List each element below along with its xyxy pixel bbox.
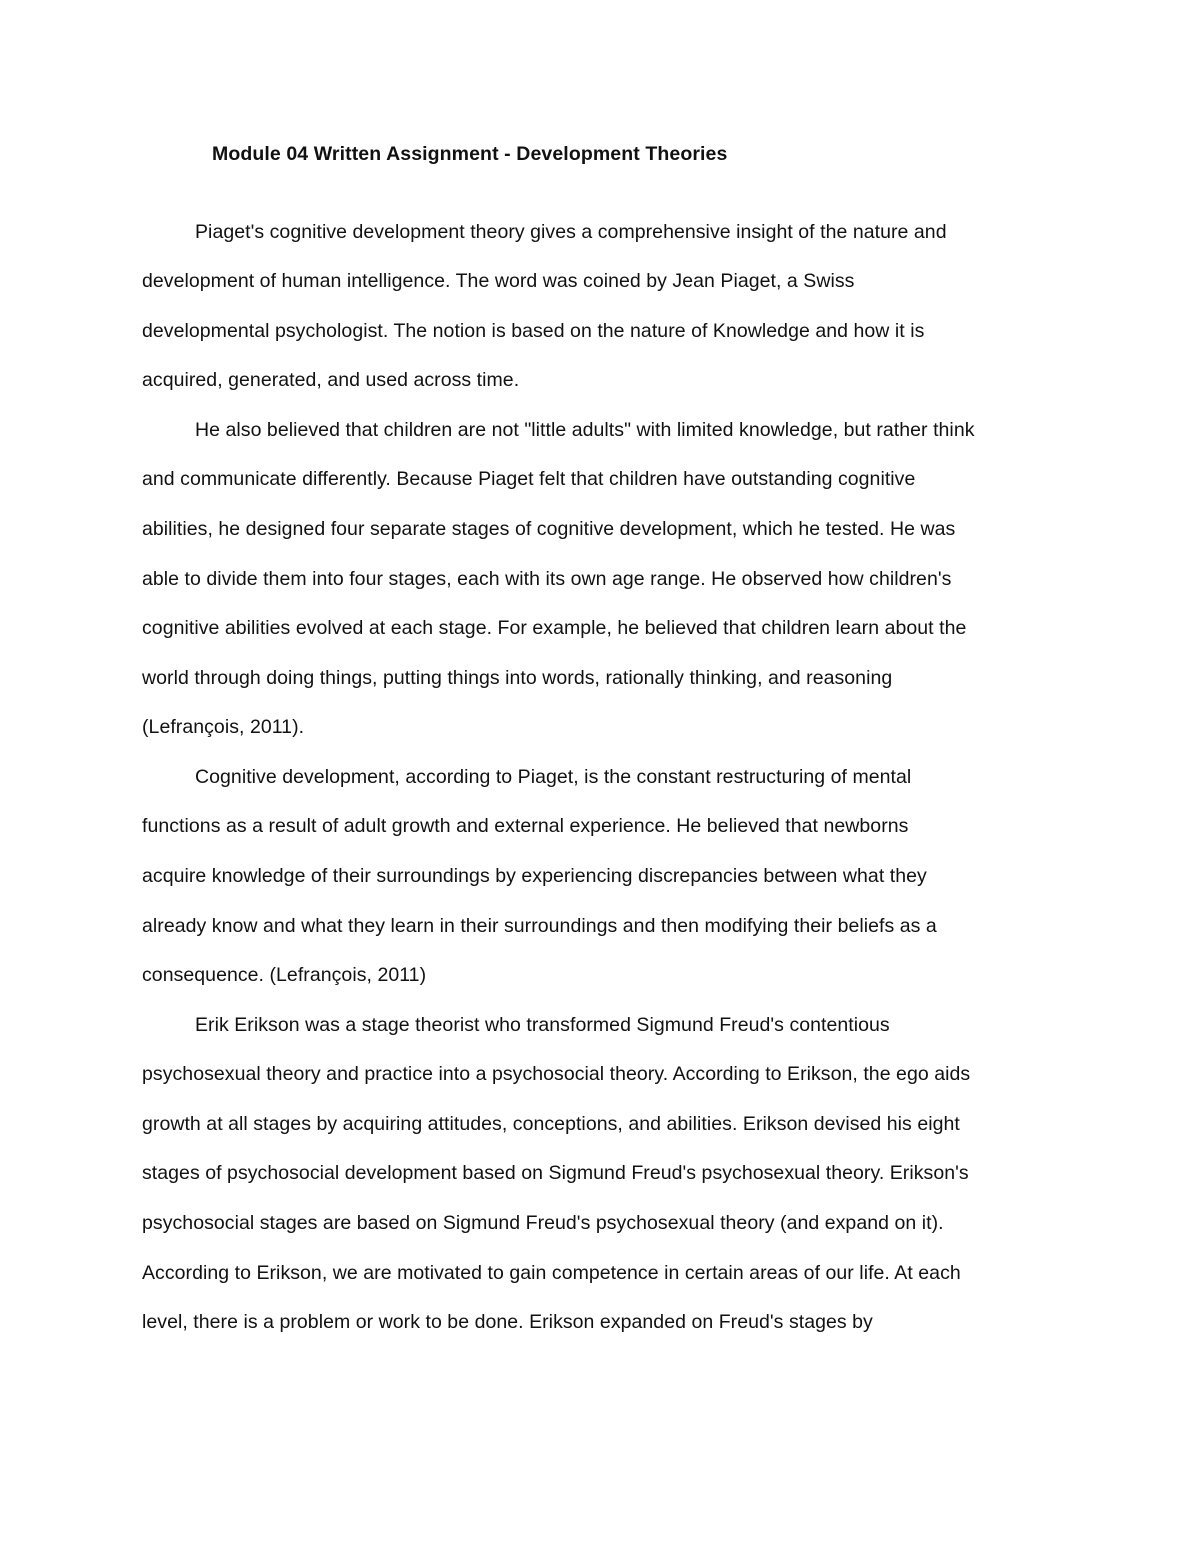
- text-line: growth at all stages by acquiring attitudes, conceptions, and abilities. Erikson devised his eight: [142, 1113, 960, 1135]
- text-line: already know and what they learn in their surroundings and then modifying their beliefs as a: [142, 915, 937, 937]
- text-line: world through doing things, putting things into words, rationally thinking, and reasoning: [142, 667, 893, 689]
- text-line: According to Erikson, we are motivated to gain competence in certain areas of our life. At each: [142, 1262, 961, 1284]
- text-line: psychosexual theory and practice into a psychosocial theory. According to Erikson, the ego aids: [142, 1063, 971, 1085]
- text-line: and communicate differently. Because Piaget felt that children have outstanding cognitive: [142, 468, 916, 490]
- text-line: functions as a result of adult growth and external experience. He believed that newborns: [142, 815, 909, 837]
- text-line: Cognitive development, according to Piaget, is the constant restructuring of mental: [195, 766, 912, 788]
- text-line: development of human intelligence. The word was coined by Jean Piaget, a Swiss: [142, 270, 855, 292]
- text-line: abilities, he designed four separate stages of cognitive development, which he tested. He was: [142, 518, 956, 540]
- text-line: Erik Erikson was a stage theorist who transformed Sigmund Freud's contentious: [195, 1014, 890, 1036]
- text-line: acquired, generated, and used across time.: [142, 369, 520, 391]
- text-line: (Lefrançois, 2011).: [142, 716, 305, 738]
- text-line: developmental psychologist. The notion is based on the nature of Knowledge and how it is: [142, 320, 925, 342]
- text-line: He also believed that children are not "little adults" with limited knowledge, but rather think: [195, 419, 975, 441]
- text-line: acquire knowledge of their surroundings by experiencing discrepancies between what they: [142, 865, 927, 887]
- text-line: cognitive abilities evolved at each stage. For example, he believed that children learn about the: [142, 617, 967, 639]
- document-title: Module 04 Written Assignment - Development Theories: [212, 143, 728, 165]
- text-line: level, there is a problem or work to be done. Erikson expanded on Freud's stages by: [142, 1311, 873, 1333]
- text-line: psychosocial stages are based on Sigmund Freud's psychosexual theory (and expand on it).: [142, 1212, 944, 1234]
- text-line: stages of psychosocial development based on Sigmund Freud's psychosexual theory. Erikson's: [142, 1162, 969, 1184]
- text-line: able to divide them into four stages, each with its own age range. He observed how children's: [142, 568, 952, 590]
- text-line: Piaget's cognitive development theory gives a comprehensive insight of the nature and: [195, 221, 947, 243]
- text-line: consequence. (Lefrançois, 2011): [142, 964, 427, 986]
